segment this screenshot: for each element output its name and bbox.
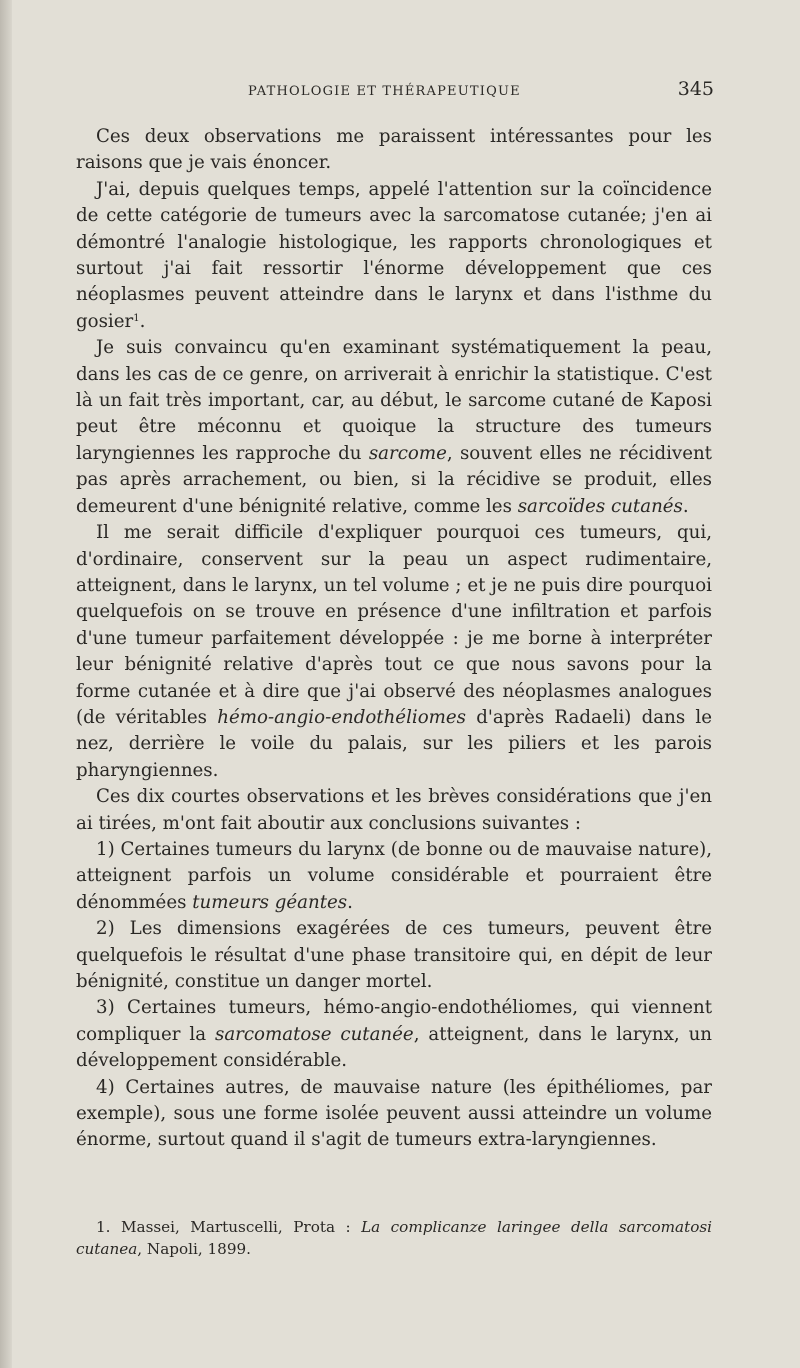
paragraph-3 bbox=[76, 335, 712, 520]
paragraph-1: Ces deux observations me paraissent intéressantes pour les raisons que je vais énoncer. bbox=[76, 126, 712, 174]
paragraph-2-end: . bbox=[139, 310, 146, 332]
paragraph-3-emphasis-2: sarcoïdes cutanés bbox=[517, 495, 683, 517]
paragraph-5: Ces dix courtes observations et les brèves considérations que j'en ai tirées, m'ont fait aboutir aux conclusions suivantes : bbox=[76, 786, 712, 834]
footnote-reference: 1 bbox=[133, 312, 140, 324]
paragraph-4-part-b: d'après Radaeli) dans le nez, derrière le voile du palais, sur les piliers et les parois pharyngiennes. bbox=[76, 706, 712, 781]
conclusion-2: 2) Les dimensions exagérées de ces tumeurs, peuvent être quelquefois le résultat d'une phase transitoire qui, en dépit de leur bénignité, constitue un danger mortel. bbox=[76, 918, 712, 992]
paragraph-2 bbox=[76, 177, 712, 335]
paragraph-4-part-a: Il me serait difficile d'expliquer pourquoi ces tumeurs, qui, d'ordinaire, conservent sur la peau un aspect rudimentaire, atteignent, dans le larynx, un tel volume ; et je ne puis dire pourquoi quelquefois on se trouve en présence d'une infiltration et parfois d'une tumeur parfaitement développée : je me borne à interpréter leur bénignité relative d'après tout ce que nous savons pour la forme cutanée et à dire que j'ai observé des néoplasmes analogues (de véritables bbox=[76, 522, 712, 728]
paragraph-3-part-c: . bbox=[682, 495, 689, 517]
conclusion-1-part-b: . bbox=[347, 891, 353, 913]
paragraph-3-part-b: , souvent elles ne récidivent pas après arrachement, ou bien, si la récidive se produit, elles demeurent d'une bénignité relative, comme les bbox=[76, 442, 712, 517]
conclusion-3-part-a: 3) Certaines tumeurs, hémo-angio-endothéliomes, qui viennent compliquer la bbox=[76, 997, 712, 1045]
footnote-authors: Massei, Martuscelli, Prota : bbox=[110, 1218, 362, 1236]
paragraph-4-emphasis: hémo-angio-endothéliomes bbox=[217, 706, 466, 728]
page-header bbox=[76, 78, 714, 106]
paragraph-3-emphasis-1: sarcome bbox=[368, 442, 447, 464]
paragraph-2-text: J'ai, depuis quelques temps, appelé l'attention sur la coïncidence de cette catégorie de tumeurs avec la sarcomatose cutanée; j'en ai démontré l'analogie histologique, les rapports chronologiques et surtout j'ai fait ressortir l'énorme développement que ces néoplasmes peuvent atteindre dans le larynx et dans l'isthme du gosier bbox=[76, 178, 712, 332]
page-edge bbox=[0, 0, 12, 1368]
conclusion-1 bbox=[76, 837, 712, 916]
body-text bbox=[76, 124, 712, 1154]
conclusion-1-part-a: 1) Certaines tumeurs du larynx (de bonne ou de mauvaise nature), atteignent parfois un volume considérable et pourraient être dénommées bbox=[76, 838, 712, 913]
conclusion-3 bbox=[76, 995, 712, 1074]
footnote-number: 1. bbox=[96, 1218, 111, 1236]
paragraph-4 bbox=[76, 520, 712, 784]
footnote-rest: , Napoli, 1899. bbox=[137, 1240, 251, 1258]
footnote bbox=[76, 1216, 712, 1260]
conclusion-3-part-b: , atteignent, dans le larynx, un développement considérable. bbox=[76, 1023, 713, 1072]
running-title: PATHOLOGIE ET THÉRAPEUTIQUE bbox=[248, 84, 521, 99]
footnote-title: La complicanze laringee della sarcomatosi cutanea bbox=[76, 1218, 713, 1258]
paragraph-3-part-a: Je suis convaincu qu'en examinant systématiquement la peau, dans les cas de ce genre, on arriverait à enrichir la statistique. C'est là un fait très important, car, au début, le sarcome cutané de Kaposi peut être méconnu et quoique la structure des tumeurs laryngiennes les rapproche du bbox=[76, 337, 712, 464]
conclusion-1-emphasis: tumeurs géantes bbox=[192, 891, 348, 913]
page-number: 345 bbox=[677, 78, 714, 100]
conclusion-4: 4) Certaines autres, de mauvaise nature (les épithéliomes, par exemple), sous une forme isolée peuvent aussi atteindre un volume énorme, surtout quand il s'agit de tumeurs extra-laryngiennes. bbox=[76, 1076, 712, 1151]
conclusion-3-emphasis: sarcomatose cutanée bbox=[215, 1023, 414, 1045]
